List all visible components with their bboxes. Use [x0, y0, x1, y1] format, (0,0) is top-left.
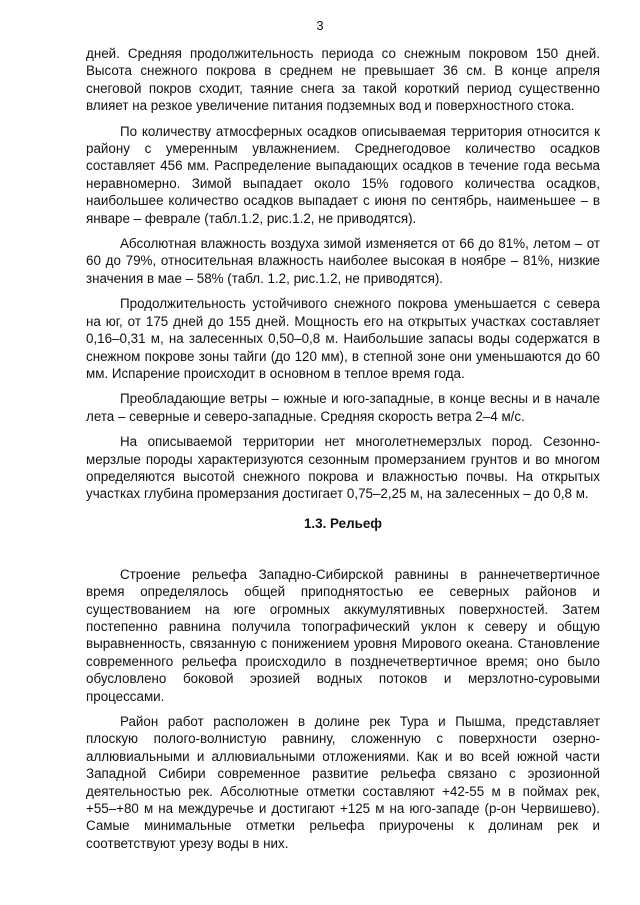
document-body: [86, 45, 600, 852]
paragraph-snow-cover-duration: дней. Средняя продолжительность периода со снежным покровом 150 дней. Высота снежного покрова в среднем не превышает 36 см. В конце апреля снеговой покров сходит, таяние снега за такой короткий период существенно влияет на резкое увеличение питания подземных вод и поверхностного стока.: [86, 46, 600, 114]
section-heading-relief: 1.3. Рельеф: [303, 515, 382, 531]
paragraph-precipitation: По количеству атмосферных осадков описываемая территория относится к району с умеренным увлажнением. Среднегодовое количество осадков составляет 456 мм. Распределение выпадающих осадков в течение года весьма неравномерно. Зимой выпадает около 15% годового количества осадков, наибольшее количество осадков выпадает с июня по сентябрь, наименьшее – в январе – феврале (табл.1.2, рис.1.2, не приводятся).: [86, 123, 600, 226]
paragraph-snow-cover: Продолжительность устойчивого снежного покрова уменьшается с севера на юг, от 175 дней до 155 дней. Мощность его на открытых участках составляет 0,16–0,31 м, на залесенных 0,50–0,8 м. Наибольшие запасы воды содержатся в снежном покрове зоны тайги (до 120 мм), в степной зоне они уменьшаются до 60 мм. Испарение происходит в основном в теплое время года.: [86, 296, 600, 381]
paragraph-humidity: Абсолютная влажность воздуха зимой изменяется от 66 до 81%, летом – от 60 до 79%, относительная влажность наиболее высокая в ноябре – 81%, низкие значения в мае – 58% (табл. 1.2, рис.1.2, не приводятся).: [86, 236, 600, 286]
paragraph-relief-history: Строение рельефа Западно-Сибирской равнины в раннечетвертичное время определялось общей приподнятостью ее северных районов и существованием на юге огромных аккумулятивных поверхностей. Затем постепенно равнина получила топографический уклон к северу и общую выравненность, связанную с понижением уровня Мирового океана. Становление современного рельефа происходило в позднечетвертичное время; оно было обусловлено боковой эрозией водных потоков и мерзлотно-суровыми процессами.: [86, 566, 600, 704]
page-number: 3: [316, 18, 324, 33]
paragraph-work-area-relief: Район работ расположен в долине рек Тура и Пышма, представляет плоскую полого-волнистую равнину, сложенную с поверхности озерно-аллювиальными и аллювиальными отложениями. Как и во всей южной части Западной Сибири современное развитие рельефа связано с эрозионной деятельностью рек. Абсолютные отметки составляют +42-55 м в поймах рек, +55–+80 м на междуречье и достигают +125 м на юго-западе (р-он Червишево). Самые минимальные отметки рельефа приурочены к долинам рек и соответствуют урезу воды в них.: [86, 714, 600, 851]
paragraph-frozen-ground: На описываемой территории нет многолетнемерзлых пород. Сезонно-мерзлые породы характеризуются сезонным промерзанием грунтов и во многом определяются высотой снежного покрова и влажностью почвы. На открытых участках глубина промерзания достигает 0,75–2,25 м, на залесенных – до 0,8 м.: [86, 434, 600, 502]
paragraph-winds: Преобладающие ветры – южные и юго-западные, в конце весны и в начале лета – северные и северо-западные. Средняя скорость ветра 2–4 м/с.: [86, 391, 600, 424]
